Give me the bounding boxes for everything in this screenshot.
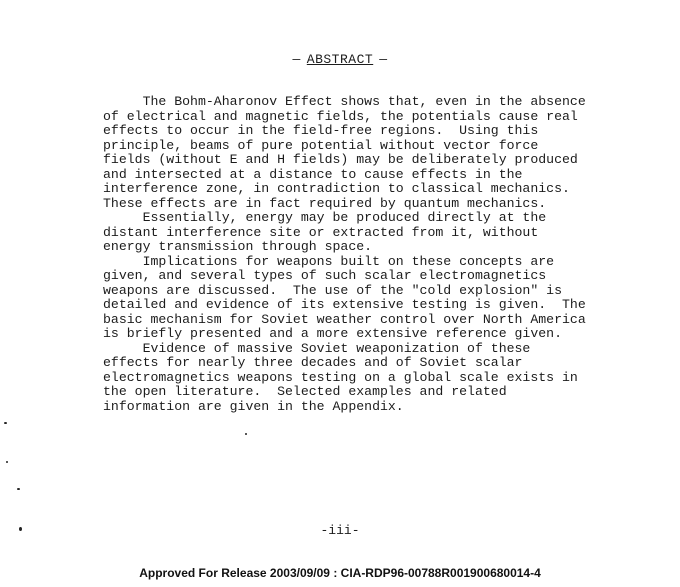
abstract-heading	[0, 52, 680, 67]
body-line: electromagnetics weapons testing on a global scale exists in	[103, 369, 578, 385]
abstract-title: ABSTRACT	[306, 52, 374, 67]
body-line: energy transmission through space.	[103, 239, 373, 254]
body-line: the open literature. Selected examples and related	[103, 384, 507, 399]
body-line: Evidence of massive Soviet weaponization of these	[103, 340, 531, 356]
body-line: basic mechanism for Soviet weather control over North America	[103, 311, 586, 327]
body-line: Implications for weapons built on these concepts are	[103, 253, 555, 269]
scan-speck	[245, 433, 247, 435]
body-line: fields (without E and H fields) may be deliberately produced	[103, 152, 578, 167]
heading-dash-left: —	[292, 52, 301, 67]
body-line: is briefly presented and a more extensive reference given.	[103, 326, 562, 341]
page-number: -iii-	[320, 523, 360, 538]
heading-dash-right: —	[379, 52, 388, 67]
scan-speck	[19, 527, 22, 531]
body-line: weapons are discussed. The use of the "cold explosion" is	[103, 282, 562, 298]
scan-speck	[17, 488, 20, 490]
body-line: distant interference site or extracted from it, without	[103, 224, 539, 240]
body-line: effects for nearly three decades and of Soviet scalar	[103, 355, 523, 370]
release-footer: Approved For Release 2003/09/09 : CIA-RDP96-00788R001900680014-4	[139, 566, 541, 580]
body-line: The Bohm-Aharonov Effect shows that, even in the absence	[103, 94, 586, 109]
body-line: These effects are in fact required by quantum mechanics.	[103, 195, 547, 211]
body-line: information are given in the Appendix.	[103, 398, 404, 414]
body-line: and intersected at a distance to cause effects in the	[103, 166, 523, 182]
scan-speck	[6, 461, 8, 463]
body-line: detailed and evidence of its extensive testing is given. The	[103, 297, 586, 312]
body-line: Essentially, energy may be produced directly at the	[103, 210, 547, 225]
body-line: given, and several types of such scalar electromagnetics	[103, 268, 547, 283]
body-line: interference zone, in contradiction to classical mechanics.	[103, 181, 570, 196]
body-line: effects to occur in the field-free regions. Using this	[103, 123, 539, 138]
abstract-body	[103, 95, 633, 414]
scan-speck	[4, 422, 7, 424]
body-line: of electrical and magnetic fields, the potentials cause real	[103, 108, 578, 124]
body-line: principle, beams of pure potential without vector force	[103, 137, 539, 153]
